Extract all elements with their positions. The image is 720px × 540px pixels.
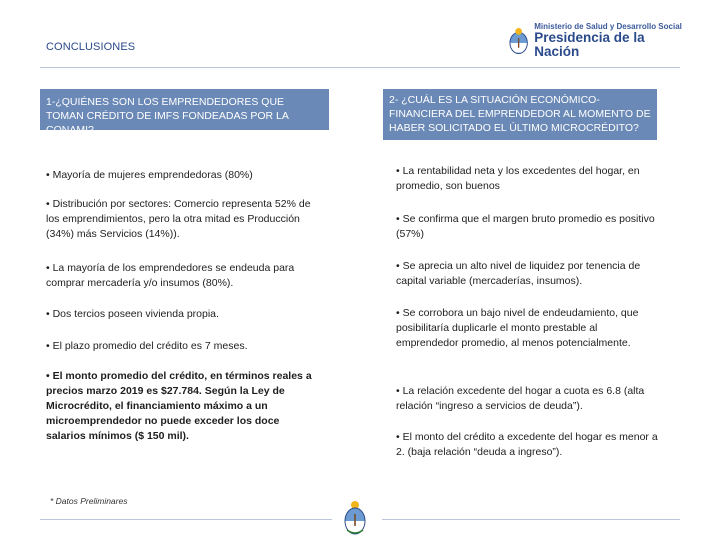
coat-of-arms-icon [343, 500, 367, 536]
left-bullet: • Mayoría de mujeres emprendedoras (80%) [46, 169, 253, 181]
right-panel-heading: 2- ¿CUÁL ES LA SITUACIÓN ECONÓMICO-FINANCIERA DEL EMPRENDEDOR AL MOMENTO DE HABER SOLICITADO EL ÚLTIMO MICROCRÉDITO? [383, 89, 657, 140]
logo-ministry-name: Ministerio de Salud y Desarrollo Social [534, 21, 682, 31]
ministry-logo [508, 21, 688, 60]
footnote: * Datos Preliminares [50, 496, 128, 506]
left-bullet: • Distribución por sectores: Comercio representa 52% de los emprendimientos, pero la otra mitad es Producción (34%) más Servicios (14%)). [46, 198, 311, 240]
argentina-coat-of-arms-icon [508, 26, 529, 56]
left-panel-heading: 1-¿QUIÉNES SON LOS EMPRENDEDORES QUE TOMAN CRÉDITO DE IMFS FONDEADAS POR LA CONAMI? [40, 89, 329, 130]
left-bullet-highlight: • El monto promedio del crédito, en términos reales a precios marzo 2019 es $27.784. Según la Ley de Microcrédito, el financiamiento máximo a un microemprendedor no puede exceder los doce salarios mínimos ($ 150 mil). [46, 370, 312, 442]
left-bullet: • Dos tercios poseen vivienda propia. [46, 308, 219, 320]
right-bullet: • El monto del crédito a excedente del hogar es menor a 2. (baja relación “deuda a ingreso”). [396, 431, 658, 458]
right-bullet: • La rentabilidad neta y los excedentes del hogar, en promedio, son buenos [396, 165, 640, 192]
top-divider [40, 67, 680, 68]
page-title: CONCLUSIONES [46, 41, 136, 53]
right-bullet: • Se corrobora un bajo nivel de endeudamiento, que posibilitaría duplicarle el monto prestable al emprendedor promedio, al menos potencialmente. [396, 307, 639, 349]
right-bullet: • Se aprecia un alto nivel de liquidez por tenencia de capital variable (mercaderías, insumos). [396, 260, 641, 287]
right-bullet: • La relación excedente del hogar a cuota es 6.8 (alta relación “ingreso a servicios de deuda”). [396, 385, 645, 412]
bottom-divider-left [40, 519, 332, 520]
left-bullet: • La mayoría de los emprendedores se endeuda para comprar mercadería y/o insumos (80%). [46, 262, 295, 289]
left-bullet: • El plazo promedio del crédito es 7 meses. [46, 340, 248, 352]
logo-presidency-name: Presidencia de la Nación [534, 30, 645, 60]
bottom-divider-right [382, 519, 680, 520]
right-bullet: • Se confirma que el margen bruto promedio es positivo (57%) [396, 213, 655, 240]
